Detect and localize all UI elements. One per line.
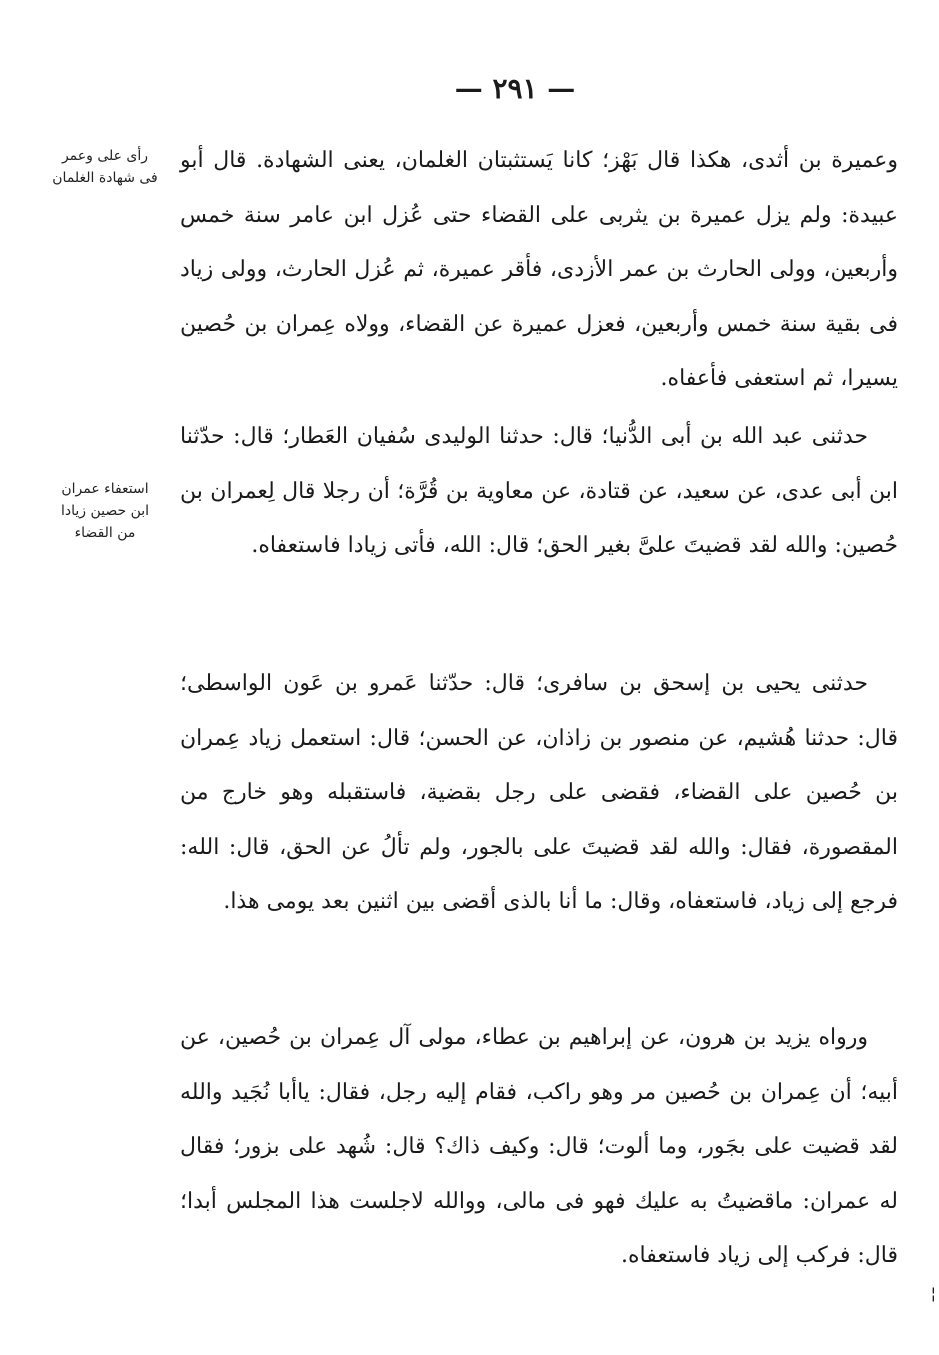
paragraph-2 [180,410,898,574]
margin-note-witness-of-boys [30,145,180,189]
paragraph-text: ورواه يزيد بن هرون، عن إبراهيم بن عطاء، مولى آل عِمران بن حُصين، عن أبيه؛ أن عِمران بن حُصين مر وهو راكب، فقام إليه رجل، فقال: ياأبا نُجَيد والله لقد قضيت على بجَور، وما ألوت؛ قال: وكيف ذاك؟ قال: شُهد على بزور؛ فقال له عمران: ماقضيتُ به عليك فهو فى مالى، ووالله لاجلست هذا المجلس أبدا؛ قال: فركب إلى زياد فاستعفاه. [180,1025,898,1268]
edge-mark: ¦ [930,1284,936,1303]
margin-note-line: رأى على وعمر [61,148,149,164]
paragraph-text: حدثنى يحيى بن إسحق بن سافرى؛ قال: حدّثنا عَمرو بن عَون الواسطى؛ قال: حدثنا هُشيم، عن منصور بن زاذان، عن الحسن؛ قال: استعمل زياد عِمران بن حُصين على القضاء، فقضى على رجل بقضية، فاستقبله وهو خارج من المقصورة، فقال: والله لقد قضيتَ على بالجور، ولم تألُ عن الحق، قال: الله: فرجع إلى زياد، فاستعفاه، وقال: ما أنا بالذى أقضى بين اثنين بعد يومى هذا. [180,671,898,914]
margin-note-line: من القضاء [74,525,136,541]
margin-note-line: استعفاء عمران [61,481,149,497]
margin-note-line: فى شهادة الغلمان [52,170,158,186]
margin-note-resignation [30,478,180,544]
paragraph-text: وعميرة بن أثدى، هكذا قال بَهْز؛ كانا يَستثبتان الغلمان، يعنى الشهادة. قال أبو عبيدة: ولم يزل عميرة بن يثربى على القضاء حتى عُزل ابن عامر سنة خمس وأربعين، وولى الحارث بن عمر الأزدى، فأقر عميرة، ثم عُزل الحارث، وولى زياد فى بقية سنة خمس وأربعين، فعزل عميرة عن القضاء، وولاه عِمران بن حُصين يسيرا، ثم استعفى فأعفاه. [180,148,898,391]
margin-note-line: ابن حصين زيادا [60,503,150,519]
paragraph-text: حدثنى عبد الله بن أبى الدُّنيا؛ قال: حدثنا الوليدى سُفيان العَطار؛ قال: حدّثنا ابن أبى عدى، عن سعيد، عن قتادة، عن معاوية بن قُرَّة؛ أن رجلا قال لِعمران بن حُصين: والله لقد قضيتَ علىَّ بغير الحق؛ قال: الله، فأتى زيادا فاستعفاه. [180,424,898,558]
paragraph-1 [180,134,898,407]
paragraph-3 [180,657,898,930]
paragraph-4 [180,1011,898,1284]
page-number: — ٢٩١ — [454,72,576,105]
